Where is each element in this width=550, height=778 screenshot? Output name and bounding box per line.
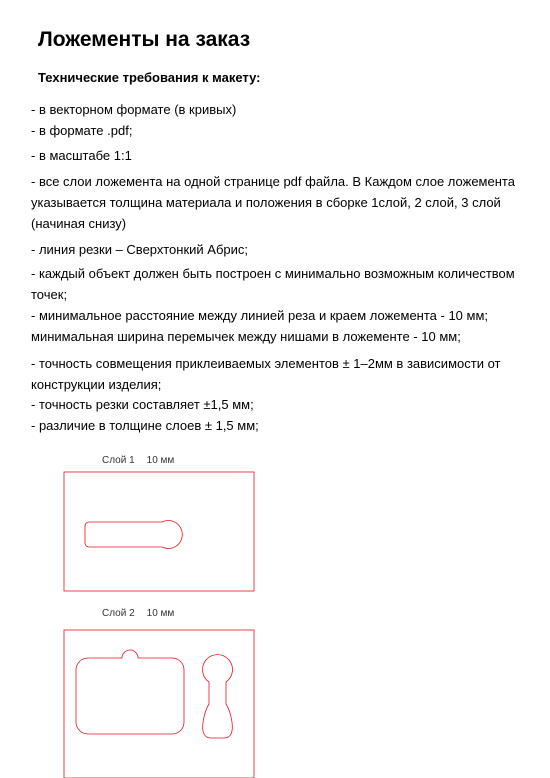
requirement-item: - в векторном формате (в кривых): [31, 102, 237, 117]
layer-2-figure-cutout: [203, 655, 233, 738]
layer-1-outline: [64, 472, 254, 591]
layer-2-outline: [64, 630, 254, 778]
requirement-item: - в формате .pdf;: [31, 123, 133, 138]
layer-2-name: Слой 2: [102, 608, 135, 619]
layer-1-thickness: 10 мм: [146, 455, 175, 466]
requirement-item: - все слои ложемента на одной странице pdf файла. В Каждом слое ложемента указывается толщина материала и положения в сборке 1слой, 2 слой, 3 слой (начиная снизу): [31, 174, 515, 231]
requirement-item: - каждый объект должен быть построен с минимально возможным количеством точек;: [31, 266, 515, 302]
requirement-item: - различие в толщине слоев ± 1,5 мм;: [31, 418, 259, 433]
requirement-item: - линия резки – Сверхтонкий Абрис;: [31, 242, 248, 257]
layer-2-thickness: 10 мм: [146, 608, 175, 619]
requirements-heading: Технические требования к макету:: [38, 70, 261, 85]
layer-1-cutout: [85, 521, 182, 549]
layer-2-rect-cutout: [76, 650, 184, 734]
page-title: Ложементы на заказ: [38, 28, 251, 51]
layer-1-name: Слой 1: [102, 455, 135, 466]
requirement-item: - в масштабе 1:1: [31, 148, 132, 163]
requirement-item: - точность резки составляет ±1,5 мм;: [31, 397, 254, 412]
requirement-item: - минимальное расстояние между линией реза и краем ложемента - 10 мм; минимальная ширина перемычек между нишами в ложементе - 10 мм;: [31, 308, 488, 344]
requirement-item: - точность совмещения приклеиваемых элементов ± 1–2мм в зависимости от конструкции изделия;: [31, 356, 501, 392]
